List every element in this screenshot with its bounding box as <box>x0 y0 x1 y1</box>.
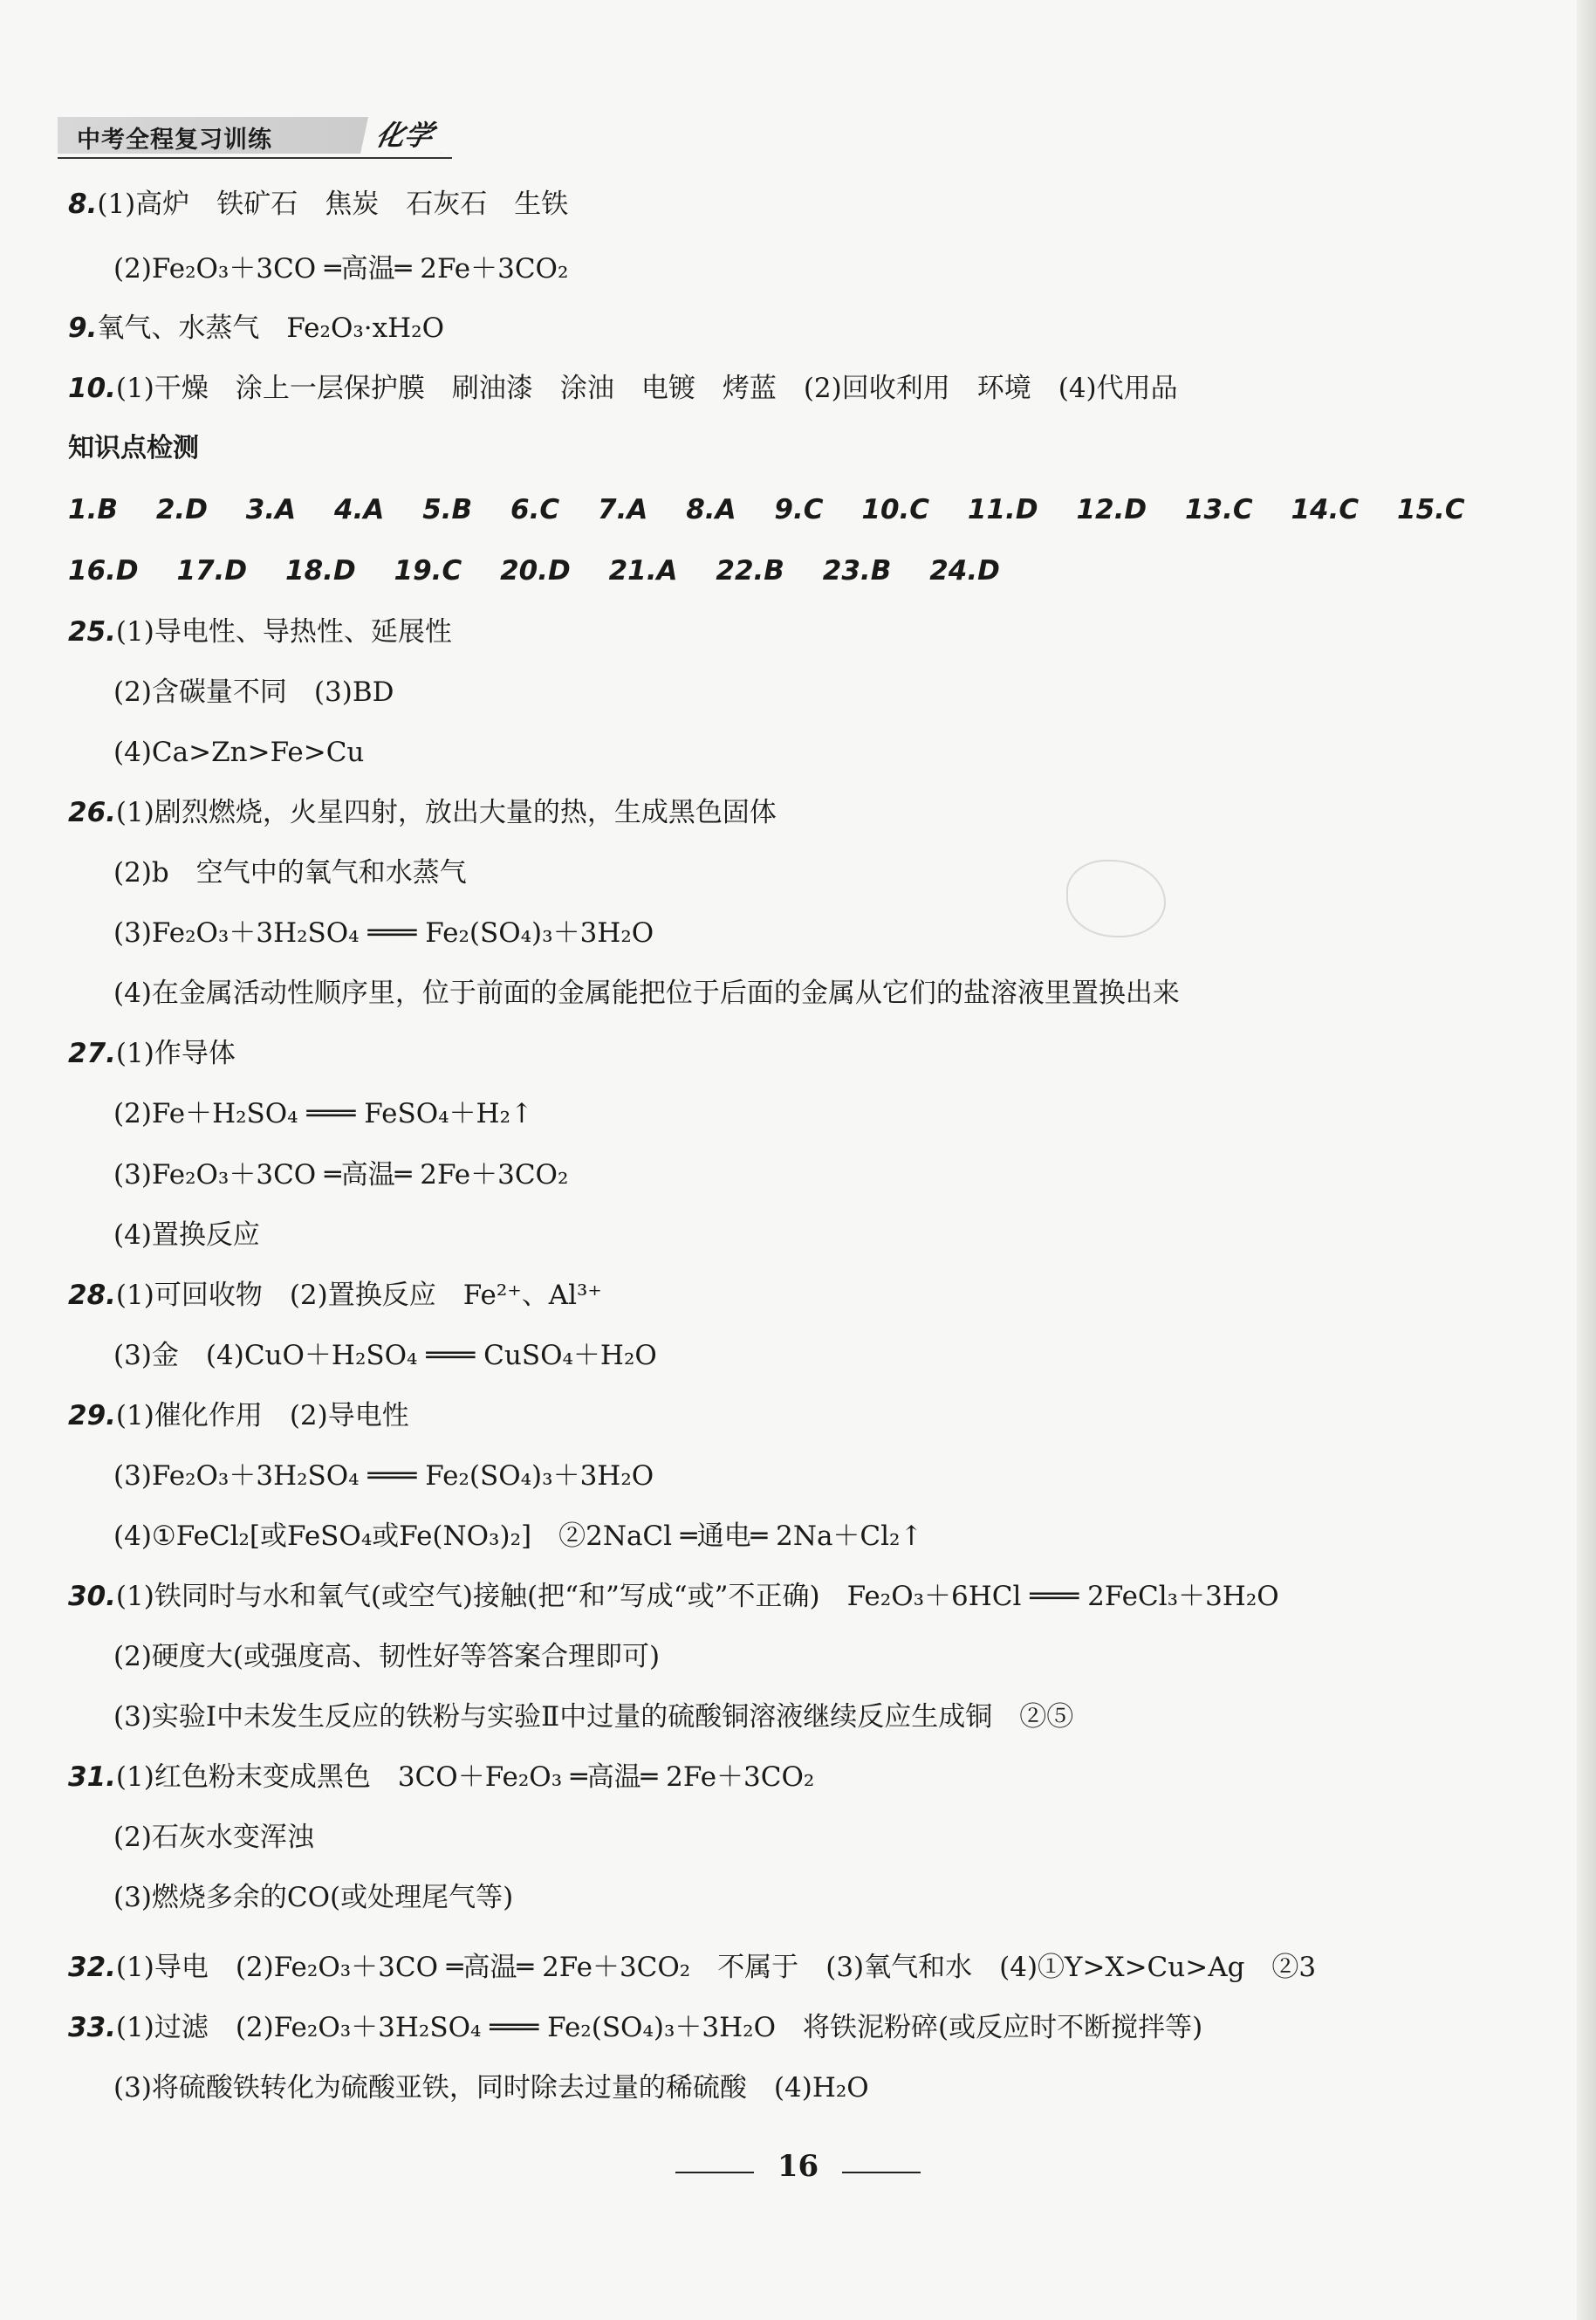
answer-text: (1)过滤 (2)Fe₂O₃＋3H₂SO₄ ═══ Fe₂(SO₄)₃＋3H₂O 将铁泥粉碎(或反应时不断搅拌等) <box>115 2012 1203 2043</box>
answer-text: (2)含碳量不同 (3)BD <box>113 676 394 708</box>
answer-line <box>68 1760 814 1795</box>
answer-text: (4)①FeCl₂[或FeSO₄或Fe(NO₃)₂] ②2NaCl ═通电═ 2Na＋Cl₂↑ <box>113 1520 923 1552</box>
answer-line <box>68 371 1178 406</box>
mc-answer: 5.B <box>422 494 473 525</box>
answer-line <box>113 916 654 951</box>
question-number: 25. <box>68 616 116 648</box>
answer-line <box>113 251 568 286</box>
mc-answer: 19.C <box>394 555 462 587</box>
answer-text: (1)剧烈燃烧，火星四射，放出大量的热，生成黑色固体 <box>115 797 777 828</box>
answer-text: (3)实验Ⅰ中未发生反应的铁粉与实验Ⅱ中过量的硫酸铜溶液继续反应生成铜 ②⑤ <box>113 1701 1074 1733</box>
footer-ornament-right <box>842 2172 921 2173</box>
answer-text: (1)导电 (2)Fe₂O₃＋3CO ═高温═ 2Fe＋3CO₂ 不属于 (3)氧气和水 (4)①Y>X>Cu>Ag ②3 <box>115 1952 1317 1983</box>
mc-answer: 17.D <box>176 555 248 587</box>
mc-answer: 3.A <box>245 494 297 525</box>
question-number: 30. <box>68 1581 116 1612</box>
answer-line <box>68 187 568 222</box>
answer-text: (2)Fe₂O₃＋3CO ═高温═ 2Fe＋3CO₂ <box>113 253 569 285</box>
answer-text: (3)将硫酸铁转化为硫酸亚铁，同时除去过量的稀硫酸 (4)H₂O <box>113 2072 869 2104</box>
answer-text: (2)b 空气中的氧气和水蒸气 <box>113 857 467 889</box>
answer-line <box>68 1036 236 1071</box>
faint-stamp-mark <box>1066 860 1166 937</box>
mc-answer: 1.B <box>68 494 118 525</box>
answer-text: (3)Fe₂O₃＋3CO ═高温═ 2Fe＋3CO₂ <box>113 1159 569 1191</box>
mc-answer: 4.A <box>334 494 385 525</box>
answer-text: (3)Fe₂O₃＋3H₂SO₄ ═══ Fe₂(SO₄)₃＋3H₂O <box>113 1460 654 1492</box>
answer-text: (1)催化作用 (2)导电性 <box>115 1400 409 1431</box>
answer-text: (2)石灰水变浑浊 <box>113 1822 314 1853</box>
mc-answer: 6.C <box>510 494 560 525</box>
page-number: 16 <box>777 2149 819 2184</box>
answer-line <box>113 735 364 770</box>
page-edge-shadow <box>1577 0 1596 2320</box>
answer-line <box>68 1950 1316 1985</box>
answer-text: 氧气、水蒸气 Fe₂O₃·xH₂O <box>97 312 445 344</box>
answer-text: (1)作导体 <box>115 1038 236 1069</box>
answer-line <box>113 855 467 890</box>
question-number: 33. <box>68 2012 116 2043</box>
mc-answer: 7.A <box>598 494 648 525</box>
mc-answer: 21.A <box>608 555 678 587</box>
answer-line <box>68 1398 409 1433</box>
answer-line <box>113 675 394 710</box>
answer-text: (1)导电性、导热性、延展性 <box>115 616 452 648</box>
question-number: 9. <box>68 312 98 344</box>
mc-answer: 24.D <box>929 555 1000 587</box>
answer-text: (2)硬度大(或强度高、韧性好等答案合理即可) <box>113 1641 661 1672</box>
question-number: 31. <box>68 1761 116 1793</box>
question-number: 32. <box>68 1952 116 1983</box>
mc-answer: 11.D <box>967 494 1038 525</box>
answer-line <box>113 1338 657 1373</box>
question-number: 28. <box>68 1280 116 1311</box>
question-number: 8. <box>68 189 98 220</box>
answer-line <box>113 976 1180 1011</box>
question-number: 29. <box>68 1400 116 1431</box>
answer-text: (3)金 (4)CuO＋H₂SO₄ ═══ CuSO₄＋H₂O <box>113 1340 657 1371</box>
answer-text: (1)可回收物 (2)置换反应 Fe²⁺、Al³⁺ <box>115 1280 602 1311</box>
mc-answer: 18.D <box>285 555 356 587</box>
answer-text: (1)高炉 铁矿石 焦炭 石灰石 生铁 <box>97 189 569 220</box>
answer-text: (1)铁同时与水和氧气(或空气)接触(把“和”写成“或”不正确) Fe₂O₃＋6HCl ═══ 2FeCl₃＋3H₂O <box>115 1581 1279 1612</box>
multiple-choice-row-2 <box>68 553 1030 588</box>
question-number: 26. <box>68 797 116 828</box>
answer-line <box>68 795 777 830</box>
answer-line <box>113 2070 869 2105</box>
answer-line <box>113 1157 568 1192</box>
answer-line <box>113 1820 314 1855</box>
answer-line <box>113 1218 260 1253</box>
footer-ornament-left <box>675 2172 754 2173</box>
answer-text: (4)Ca>Zn>Fe>Cu <box>113 737 365 768</box>
answer-line <box>113 1699 1073 1734</box>
page-header <box>58 110 452 161</box>
mc-answer: 22.B <box>716 555 784 587</box>
subject-label: 化学 <box>360 113 449 154</box>
answer-line <box>113 1880 513 1915</box>
answer-line <box>68 311 444 346</box>
mc-answer: 15.C <box>1397 494 1465 525</box>
mc-answer: 2.D <box>155 494 208 525</box>
answer-line <box>113 1459 654 1493</box>
question-number: 27. <box>68 1038 116 1069</box>
answer-line <box>113 1639 660 1674</box>
answer-text: (4)在金属活动性顺序里，位于前面的金属能把位于后面的金属从它们的盐溶液里置换出来 <box>113 978 1180 1009</box>
answer-text: (3)Fe₂O₃＋3H₂SO₄ ═══ Fe₂(SO₄)₃＋3H₂O <box>113 917 654 949</box>
mc-answer: 9.C <box>774 494 824 525</box>
section-title: 知识点检测 <box>68 433 199 463</box>
mc-answer: 12.D <box>1076 494 1147 525</box>
header-rule <box>58 157 452 159</box>
mc-answer: 8.A <box>686 494 736 525</box>
answer-line <box>68 1579 1279 1614</box>
answer-text: (3)燃烧多余的CO(或处理尾气等) <box>113 1882 514 1913</box>
answer-text: (1)干燥 涂上一层保护膜 刷油漆 涂油 电镀 烤蓝 (2)回收利用 环境 (4)代用品 <box>115 373 1178 404</box>
answer-line <box>68 1278 602 1313</box>
answer-line <box>113 1519 922 1554</box>
multiple-choice-row-1 <box>68 492 1495 527</box>
mc-answer: 16.D <box>68 555 139 587</box>
mc-answer: 20.D <box>500 555 571 587</box>
answer-text: (1)红色粉末变成黑色 3CO＋Fe₂O₃ ═高温═ 2Fe＋3CO₂ <box>115 1761 815 1793</box>
mc-answer: 14.C <box>1291 494 1360 525</box>
page-footer <box>0 2149 1596 2184</box>
mc-answer: 13.C <box>1184 494 1253 525</box>
question-number: 10. <box>68 373 116 404</box>
mc-answer: 10.C <box>861 494 930 525</box>
answer-line <box>68 614 452 649</box>
answer-text: (4)置换反应 <box>113 1219 260 1251</box>
book-series-title: 中考全程复习训练 <box>77 127 272 154</box>
answer-text: (2)Fe＋H₂SO₄ ═══ FeSO₄＋H₂↑ <box>113 1098 533 1129</box>
mc-answer: 23.B <box>822 555 892 587</box>
answer-line <box>113 1096 533 1131</box>
answer-line <box>68 2010 1202 2045</box>
